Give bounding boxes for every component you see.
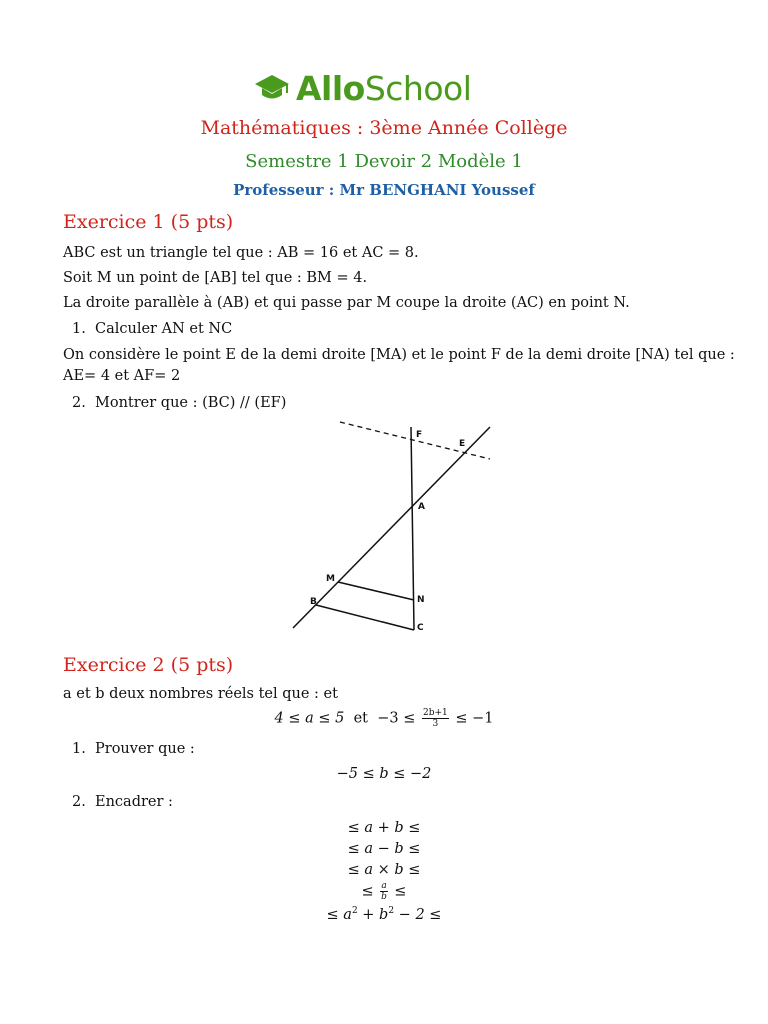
label-c: C (417, 623, 424, 633)
line-ef-dashed (340, 422, 490, 459)
quotient-left: ≤ (361, 883, 374, 900)
exercise2-question-1 (72, 741, 195, 757)
expression-product (0, 862, 768, 878)
exercise1-question-2 (72, 395, 286, 411)
question-number: 2. (72, 395, 86, 411)
label-e: E (459, 439, 466, 449)
question-text: Encadrer : (95, 794, 173, 810)
squares-part-2: + b (357, 906, 389, 923)
alloschool-logo (254, 66, 471, 110)
exercise1-paragraph-2: Soit M un point de [AB] tel que : BM = 4. (63, 270, 368, 286)
squares-part-3: − 2 ≤ (394, 906, 442, 923)
document-subtitle: Semestre 1 Devoir 2 Modèle 1 (245, 151, 523, 172)
exercise1-paragraph-4: On considère le point E de la demi droite [MA) et le point F de la demi droite [NA) tel que : (63, 347, 735, 363)
result-b-text: −5 ≤ b ≤ −2 (336, 766, 432, 782)
expression-difference (0, 841, 768, 857)
expression-text: ≤ a + b ≤ (347, 820, 421, 836)
fraction-numerator: 2b+1 (422, 708, 448, 718)
geometry-figure (280, 412, 500, 642)
condition-b-right: ≤ −1 (455, 710, 494, 727)
expression-sum (0, 820, 768, 836)
condition-conjunction: et (353, 710, 368, 727)
segment-bc (316, 605, 414, 630)
question-text: Prouver que : (95, 741, 195, 757)
exercise1-heading: Exercice 1 (5 pts) (63, 211, 234, 233)
label-n: N (417, 595, 425, 605)
question-text: Montrer que : (BC) // (EF) (95, 395, 287, 411)
fraction-numerator: a (381, 881, 387, 891)
result-b-bounds (0, 766, 768, 782)
exercise2-conditions (0, 708, 768, 729)
question-number: 1. (72, 741, 86, 757)
question-number: 1. (72, 321, 86, 337)
exercise1-paragraph-3: La droite parallèle à (AB) et qui passe par M coupe la droite (AC) en point N. (63, 295, 630, 311)
segment-mn (338, 582, 414, 600)
exponent-2: 2 (388, 906, 395, 916)
fraction-2b-plus-1-over-3 (422, 708, 449, 729)
professor-name: Professeur : Mr BENGHANI Youssef (233, 181, 535, 199)
squares-part-1: ≤ a (326, 906, 352, 923)
document-title: Mathématiques : 3ème Année Collège (200, 117, 568, 139)
exercise2-heading: Exercice 2 (5 pts) (63, 654, 234, 676)
question-number: 2. (72, 794, 86, 810)
logo-wordmark (296, 69, 471, 108)
expression-quotient (0, 881, 768, 902)
exercise2-question-2 (72, 794, 173, 810)
exercise2-intro: a et b deux nombres réels tel que : et (63, 686, 338, 702)
expression-text: ≤ a − b ≤ (347, 841, 421, 857)
exercise1-paragraph-1: ABC est un triangle tel que : AB = 16 et AC = 8. (63, 245, 419, 261)
logo-part-school: School (364, 68, 472, 108)
label-m: M (326, 574, 335, 584)
fraction-denominator: b (381, 892, 387, 902)
fraction-denominator: 3 (432, 719, 439, 729)
label-b: B (310, 597, 317, 607)
fraction-a-over-b (380, 881, 387, 902)
expression-squares (0, 906, 768, 923)
question-text: Calculer AN et NC (95, 321, 233, 337)
logo-part-allo: Allo (296, 68, 365, 108)
exponent-1: 2 (351, 906, 358, 916)
graduation-cap-icon (254, 73, 290, 103)
exercise1-question-1 (72, 321, 232, 337)
expression-text: ≤ a × b ≤ (347, 862, 421, 878)
condition-b-left: −3 ≤ (377, 710, 416, 727)
quotient-right: ≤ (394, 883, 407, 900)
label-a: A (418, 502, 425, 512)
exercise1-paragraph-5: AE= 4 et AF= 2 (63, 368, 181, 384)
line-be (293, 427, 490, 628)
label-f: F (416, 430, 423, 440)
condition-a: 4 ≤ a ≤ 5 (274, 710, 345, 727)
